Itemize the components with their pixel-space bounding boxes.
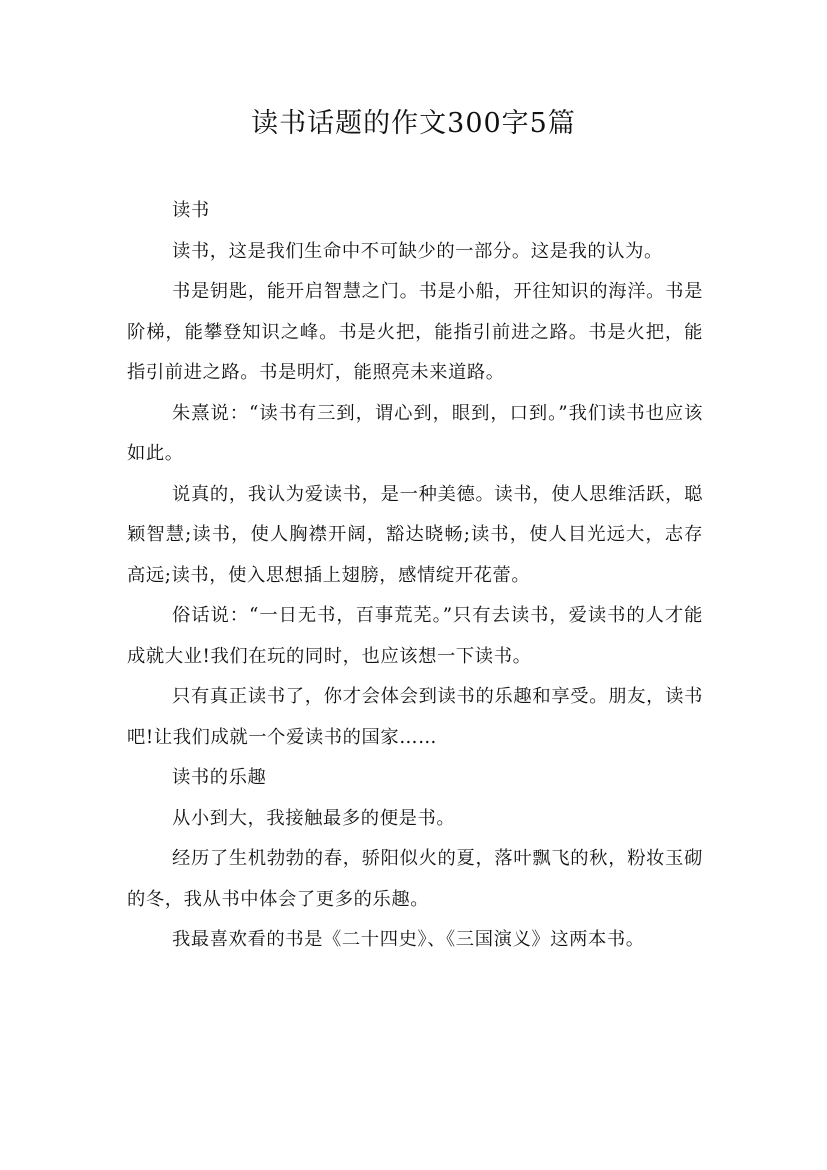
document-body bbox=[127, 191, 703, 961]
body-paragraph: 俗话说：“一日无书，百事荒芜。”只有去读书，爱读书的人才能成就大业!我们在玩的同时，也应该想一下读书。 bbox=[127, 605, 703, 667]
body-paragraph: 我最喜欢看的书是《二十四史》、《三国演义》这两本书。 bbox=[172, 929, 645, 950]
body-paragraph: 读书，这是我们生命中不可缺少的一部分。这是我的认为。 bbox=[172, 240, 663, 262]
document-title: 读书话题的作文300字5篇 bbox=[251, 108, 576, 139]
body-paragraph: 书是钥匙，能开启智慧之门。书是小船，开往知识的海洋。书是阶梯，能攀登知识之峰。书是火把，能指引前进之路。书是火把，能指引前进之路。书是明灯，能照亮未来道路。 bbox=[127, 281, 703, 383]
body-paragraph: 经历了生机勃勃的春，骄阳似火的夏，落叶飘飞的秋，粉妆玉砌的冬，我从书中体会了更多的乐趣。 bbox=[127, 848, 703, 910]
body-paragraph: 朱熹说：“读书有三到，谓心到，眼到，口到。”我们读书也应该如此。 bbox=[127, 402, 703, 464]
body-paragraph: 从小到大，我接触最多的便是书。 bbox=[172, 807, 456, 829]
section-heading-joy-of-reading: 读书的乐趣 bbox=[172, 767, 267, 788]
section-heading-reading: 读书 bbox=[172, 200, 210, 221]
body-paragraph: 只有真正读书了，你才会体会到读书的乐趣和享受。朋友，读书吧!让我们成就一个爱读书的国家…… bbox=[127, 686, 703, 748]
body-paragraph: 说真的，我认为爱读书，是一种美德。读书，使人思维活跃，聪颖智慧;读书，使人胸襟开阔，豁达晓畅;读书，使人目光远大，志存高远;读书，使入思想插上翅膀，感情绽开花蕾。 bbox=[127, 483, 703, 586]
